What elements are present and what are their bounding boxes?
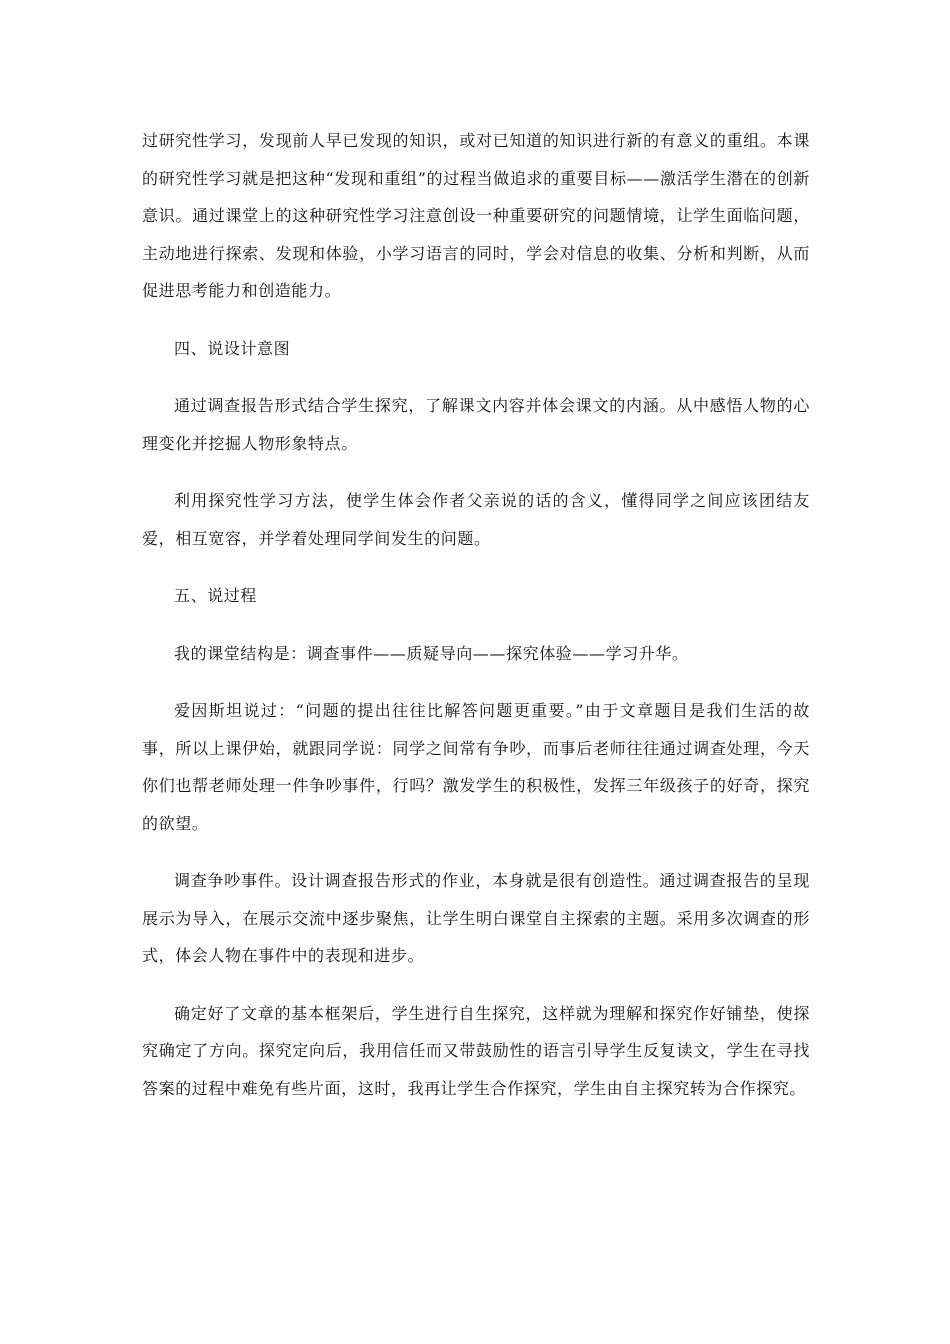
section-heading-process: 五、说过程 (174, 586, 258, 605)
paragraph-research-learning: 过研究性学习，发现前人早已发现的知识，或对已知道的知识进行新的有意义的重组。本课的研究性学习就是把这种“发现和重组”的过程当做追求的重要目标——激活学生潜在的创新意识。通过课堂上的这种研究性学习注意创设一种重要研究的问题情境，让学生面临问题，主动地进行探索、发现和体验，小学习语言的同时，学会对信息的收集、分析和判断，从而促进思考能力和创造能力。 (142, 131, 810, 300)
paragraph-design-intent-1: 通过调查报告形式结合学生探究，了解课文内容并体会课文的内涵。从中感悟人物的心理变化并挖掘人物形象特点。 (142, 396, 810, 453)
paragraph-design-intent-2: 利用探究性学习方法，使学生体会作者父亲说的话的含义，懂得同学之间应该团结友爱，相互宽容，并学着处理同学间发生的问题。 (142, 491, 810, 548)
paragraph-class-structure: 我的课堂结构是：调查事件——质疑导向——探究体验——学习升华。 (174, 643, 689, 663)
paragraph-framework-exploration: 确定好了文章的基本框架后，学生进行自生探究，这样就为理解和探究作好铺垫，使探究确定了方向。探究定向后，我用信任而又带鼓励性的语言引导学生反复读文，学生在寻找答案的过程中难免有些片面，这时，我再让学生合作探究，学生由自主探究转为合作探究。 (142, 1003, 810, 1098)
paragraph-einstein-quote: 爱因斯坦说过：“问题的提出往往比解答问题更重要。”由于文章题目是我们生活的故事，所以上课伊始，就跟同学说：同学之间常有争吵，而事后老师往往通过调查处理，今天你们也帮老师处理一件争吵事件，行吗？激发学生的积极性，发挥三年级孩子的好奇，探究的欲望。 (142, 701, 810, 833)
section-heading-design-intent: 四、说设计意图 (174, 338, 291, 358)
document-body (142, 122, 810, 1127)
paragraph-investigate-dispute: 调查争吵事件。设计调查报告形式的作业，本身就是很有创造性。通过调查报告的呈现展示为导入，在展示交流中逐步聚焦，让学生明白课堂自主探索的主题。采用多次调查的形式，体会人物在事件中的表现和进步。 (142, 871, 810, 965)
